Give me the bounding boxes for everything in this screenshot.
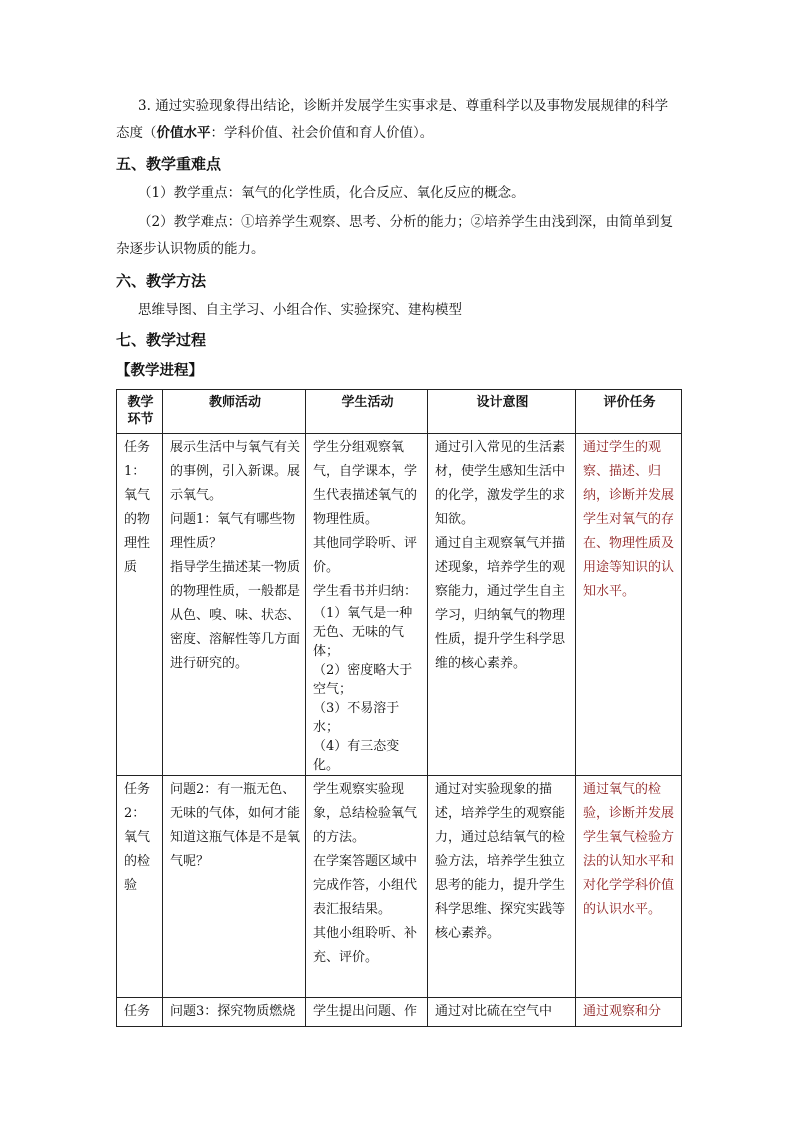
- table-row: [117, 434, 682, 776]
- section-7-title: 七、教学过程: [116, 331, 207, 349]
- difficult-points: （2）教学难点：①培养学生观察、思考、分析的能力；②培养学生由浅到深，由简单到复杂逐步认识物质的能力。: [116, 214, 674, 257]
- teaching-process-table: [116, 389, 682, 1027]
- evaluation-cell: 通过氧气的检验，诊断并发展学生氧气检验方法的认知水平和对化学学科价值的认识水平。: [576, 776, 682, 998]
- header-student: 学生活动: [306, 390, 428, 434]
- header-teacher: 教师活动: [163, 390, 306, 434]
- evaluation-cell: 通过学生的观察、描述、归纳，诊断并发展学生对氧气的存在、物理性质及用途等知识的认知水平。: [576, 434, 682, 776]
- header-design: 设计意图: [428, 390, 576, 434]
- section-6-title: 六、教学方法: [116, 272, 207, 290]
- design-cell: 通过引入常见的生活素材，使学生感知生活中的化学，激发学生的求知欲。 通过自主观察氧气并描述现象，培养学生的观察能力，通过学生自主学习，归纳氧气的物理性质，提升学生科学思维的核心素养。: [428, 434, 576, 776]
- table-row: [117, 998, 682, 1027]
- stage-cell: 任务1：氧气的物理性质: [117, 434, 163, 776]
- process-subtitle: 【教学进程】: [116, 362, 203, 379]
- table-row: [117, 776, 682, 998]
- header-stage: 教学环节: [117, 390, 163, 434]
- student-cell: 学生分组观察氧气，自学课本，学生代表描述氧气的物理性质。 其他同学聆听、评价。 学生看书并归纳： （1）氧气是一种无色、无味的气体； （2）密度略大于空气； （3）不易溶于水； （4）有三态变化。: [306, 434, 428, 776]
- teacher-cell: 展示生活中与氧气有关的事例，引入新课。展示氧气。 问题1：氧气有哪些物理性质？ 指导学生描述某一物质的物理性质，一般都是从色、嗅、味、状态、密度、溶解性等几方面进行研究的。: [163, 434, 306, 776]
- design-cell: 通过对比硫在空气中: [428, 998, 576, 1027]
- section-5-title: 五、教学重难点: [116, 155, 222, 173]
- key-points: （1）教学重点：氧气的化学性质，化合反应、氧化反应的概念。: [138, 185, 525, 201]
- student-cell: 学生观察实验现象，总结检验氧气的方法。 在学案答题区域中完成作答，小组代表汇报结果。 其他小组聆听、补充、评价。: [306, 776, 428, 998]
- intro-paragraph: 3. 通过实验现象得出结论，诊断并发展学生实事求是、尊重科学以及事物发展规律的科学态度（价值水平：学科价值、社会价值和育人价值）。: [116, 98, 669, 141]
- header-evaluation: 评价任务: [576, 390, 682, 434]
- teacher-cell: 问题3：探究物质燃烧: [163, 998, 306, 1027]
- teaching-methods: 思维导图、自主学习、小组合作、实验探究、建构模型: [138, 302, 462, 318]
- evaluation-cell: 通过观察和分: [576, 998, 682, 1027]
- teacher-cell: 问题2：有一瓶无色、无味的气体，如何才能知道这瓶气体是不是氧气呢？: [163, 776, 306, 998]
- stage-cell: 任务2：氧气的检验: [117, 776, 163, 998]
- student-cell: 学生提出问题、作: [306, 998, 428, 1027]
- table-header-row: [117, 390, 682, 434]
- stage-cell: 任务: [117, 998, 163, 1027]
- design-cell: 通过对实验现象的描述，培养学生的观察能力，通过总结氧气的检验方法，培养学生独立思考的能力，提升学生科学思维、探究实践等核心素养。: [428, 776, 576, 998]
